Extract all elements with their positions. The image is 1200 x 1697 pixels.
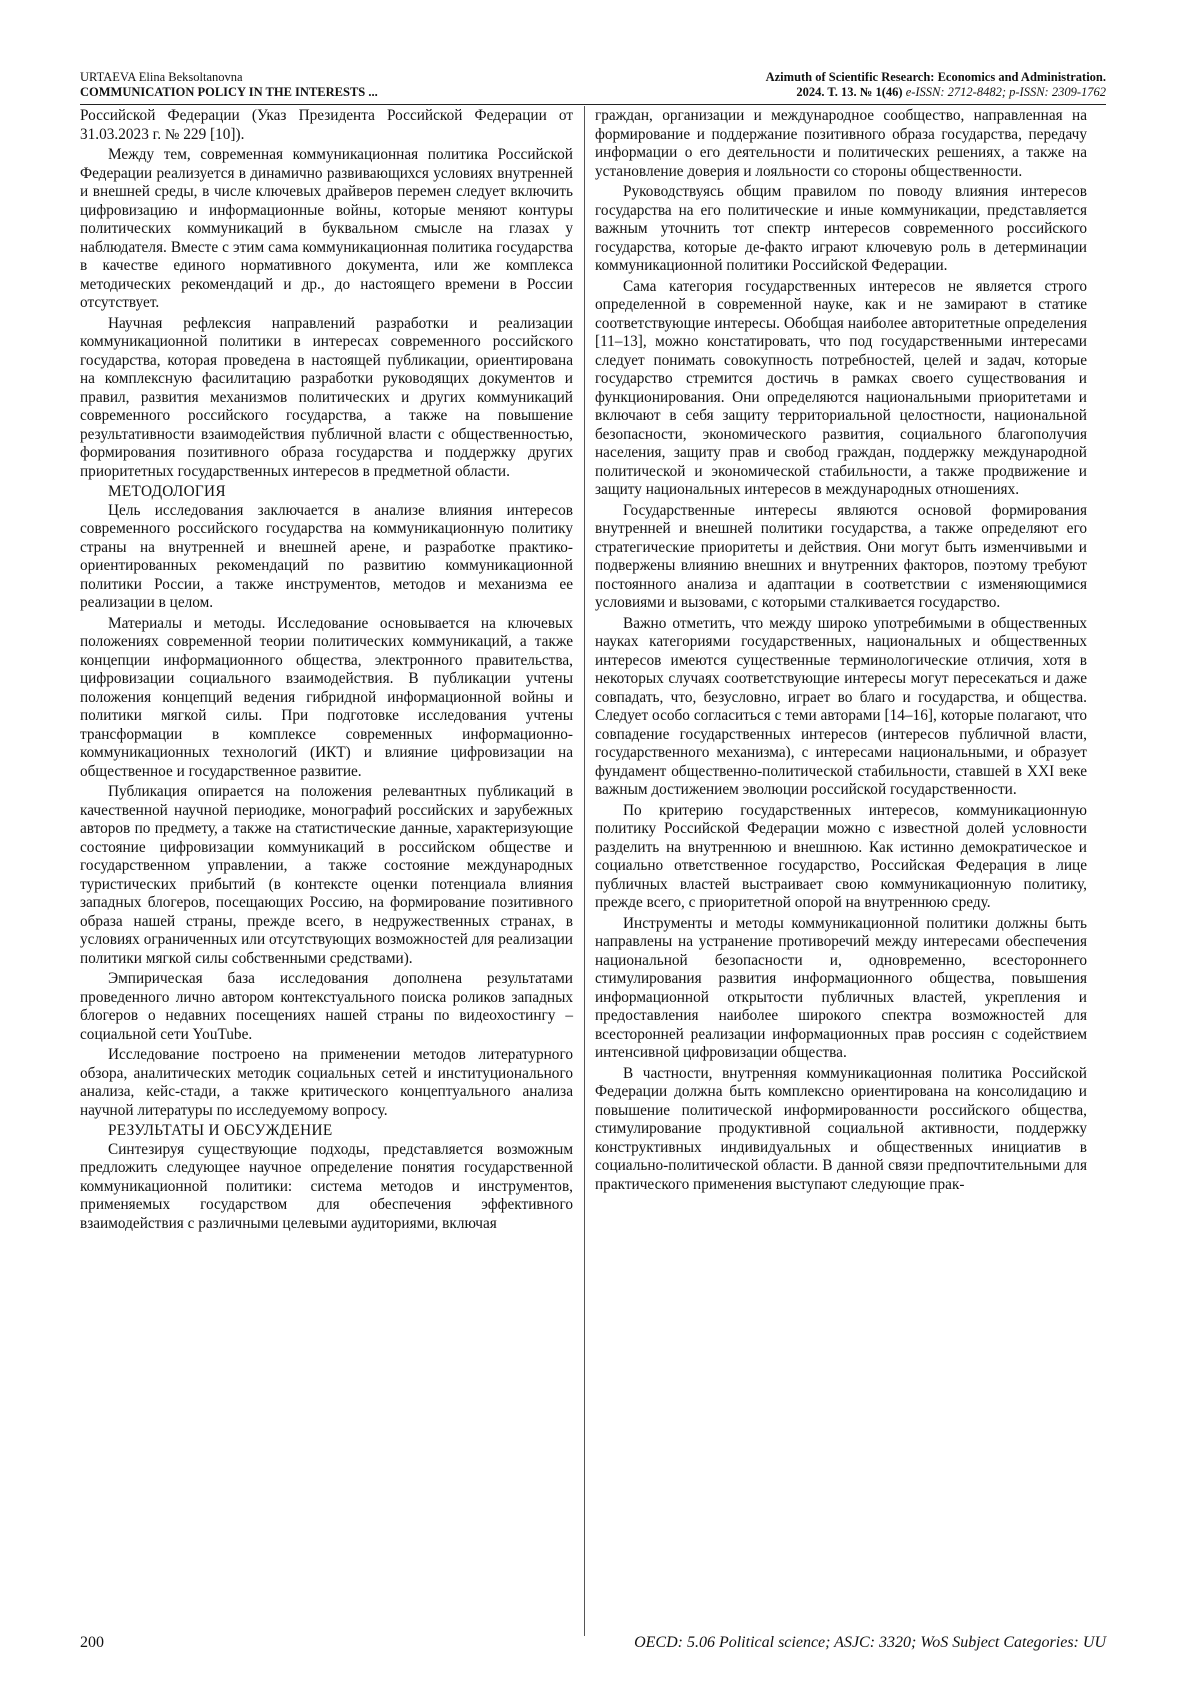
page-footer xyxy=(80,1634,1106,1656)
header-right xyxy=(766,70,1106,100)
paragraph: Публикация опирается на положения релевантных публикаций в качественной научной периодике, монографий российских и зарубежных авторов по предмету, а также на статистические данные, характеризующие состояние цифровизации коммуникаций в российском обществе и государственном управлении, а также состояние международных туристических прибытий (в контексте оценки потенциала влияния западных блогеров, посещающих Россию, на формирование позитивного образа нашей страны, прежде всего, в недружественных странах, в условиях ограниченных или отсутствующих возможностей для реализации политики мягкой силы собственными средствами). xyxy=(80,783,573,967)
paragraph: Эмпирическая база исследования дополнена результатами проведенного лично автором контекстуального поиска роликов западных блогеров о недавних посещениях нашей страны по видеохостингу – социальной сети YouTube. xyxy=(80,970,573,1043)
header-volume: 2024. T. 13. № 1(46) xyxy=(796,85,903,99)
header-author: URTAEVA Elina Beksoltanovna xyxy=(80,70,243,84)
section-heading-results: РЕЗУЛЬТАТЫ И ОБСУЖДЕНИЕ xyxy=(108,1122,333,1139)
paragraph: Цель исследования заключается в анализе влияния интересов современного российского государства на коммуникационную политику страны на внутренней и внешней арене, и разработке практико-ориентированных рекомендаций по развитию коммуникационной политики России, а также инструментов, методов и механизма ее реализации в целом. xyxy=(80,501,573,611)
header-left xyxy=(80,70,378,100)
paragraph: Важно отметить, что между широко употребимыми в общественных науках категориями государственных, национальных и общественных интересов имеются существенные терминологические отличия, хотя в некоторых случаях соответствующие интересы могут пересекаться и даже совпадать, что, безусловно, играет во благо и государства, и общества. Следует особо согласиться с теми авторами [14–16], которые полагают, что совпадение государственных интересов (интересов публичной власти, государственного механизма), с интересами национальными, и образует фундамент общественно-политической стабильности, ставшей в XXI веке важным достижением эволюции российской государственности. xyxy=(595,614,1087,798)
paragraph: Научная рефлексия направлений разработки и реализации коммуникационной политики в интересах современного российского государства, которая проведена в настоящей публикации, ориентирована на комплексную фасилитацию разработки руководящих документов и правил, развития механизмов политических и других коммуникаций современного российского государства, а также на повышение результативности взаимодействия публичной власти с общественностью, формирования позитивного образа государства и поддержку других приоритетных государственных интересов в предметной области. xyxy=(80,314,573,480)
paragraph: Российской Федерации (Указ Президента Российской Федерации от 31.03.2023 г. № 229 [10]). xyxy=(80,107,573,143)
left-column xyxy=(80,107,573,1235)
paragraph: Материалы и методы. Исследование основывается на ключевых положениях современной теории политических коммуникаций, а также концепции информационного общества, электронного правительства, цифровизации социального взаимодействия. В публикации учтены положения концепций ведения гибридной информационной войны и политики мягкой силы. При подготовке исследования учтены трансформации в комплексе современных информационно-коммуникационных технологий (ИКТ) и влияние цифровизации на общественное и государственное развитие. xyxy=(80,614,573,780)
page-number: 200 xyxy=(80,1634,104,1651)
header-volume-line xyxy=(766,85,1106,100)
paragraph: Инструменты и методы коммуникационной политики должны быть направлены на устранение противоречий между интересами обеспечения национальной безопасности и, одновременно, всестороннего стимулирования развития информационного общества, повышения информационной открытости публичных властей, укрепления и предоставления наиболее широкого спектра возможностей для всесторонней реализации информационных прав россиян с содействием интенсивной цифровизации общества. xyxy=(595,914,1087,1061)
header-issn: e-ISSN: 2712-8482; p-ISSN: 2309-1762 xyxy=(905,85,1106,99)
subject-classification: OECD: 5.06 Political science; ASJC: 3320; WoS Subject Categories: UU xyxy=(634,1634,1106,1651)
column-divider xyxy=(584,106,585,1636)
paragraph: Исследование построено на применении методов литературного обзора, аналитических методик социальных сетей и институционального анализа, кейс-стади, а также критического концептуального анализа научной литературы по исследуемому вопросу. xyxy=(80,1046,573,1119)
right-column xyxy=(595,107,1087,1196)
paragraph: Между тем, современная коммуникационная политика Российской Федерации реализуется в динамично развивающихся условиях внутренней и внешней среды, в числе ключевых драйверов перемен следует включить цифровизацию и информационные войны, которые меняют контуры политических коммуникаций в буквальном смысле на глазах у наблюдателя. Вместе с этим сама коммуникационная политика государства в качестве единого нормативного документа, или же комплекса методических рекомендаций и др., до настоящего времени в России отсутствует. xyxy=(80,146,573,311)
paragraph: Синтезируя существующие подходы, представляется возможным предложить следующее научное определение понятия государственной коммуникационной политики: система методов и инструментов, применяемых государством для обеспечения эффективного взаимодействия с различными целевыми аудиториями, включая xyxy=(80,1140,573,1232)
paragraph: По критерию государственных интересов, коммуникационную политику Российской Федерации можно с известной долей условности разделить на внутреннюю и внешнюю. Как истинно демократическое и социально ответственное государство, Российская Федерация в лице публичных властей выстраивает свою коммуникационную политику, прежде всего, с приоритетной опорой на внутреннюю среду. xyxy=(595,801,1087,911)
header-short-title: COMMUNICATION POLICY IN THE INTERESTS ... xyxy=(80,85,378,99)
paragraph: Государственные интересы являются основой формирования внутренней и внешней политики государства, а также определяют его стратегические приоритеты и действия. Они могут быть изменчивыми и подвержены влиянию внешних и внутренних факторов, поэтому требуют постоянного анализа и адаптации в соответствии с изменяющимися условиями и вызовами, с которыми сталкивается государство. xyxy=(595,501,1087,611)
paragraph: Сама категория государственных интересов не является строго определенной в современной науке, как и не замирают в статике соответствующие интересы. Обобщая наиболее авторитетные определения [11–13], можно констатировать, что под государственными интересами следует понимать совокупность потребностей, целей и задач, которые государство стремится достичь в рамках своего существования и функционирования. Они определяются национальными приоритетами и включают в себя защиту территориальной целостности, национальной безопасности, экономического развития, социального благополучия населения, защиту прав и свобод граждан, поддержку международной политической и экономической стабильности, а также продвижение и защиту национальных интересов в международных отношениях. xyxy=(595,277,1087,498)
section-heading-methods: МЕТОДОЛОГИЯ xyxy=(108,483,226,500)
header-divider xyxy=(80,104,1106,105)
paragraph: граждан, организации и международное сообщество, направленная на формирование и поддержание позитивного образа государства, передачу информации о его деятельности и политических решениях, а также на установление доверия и лояльности со стороны общественности. xyxy=(595,107,1087,180)
paragraph: В частности, внутренняя коммуникационная политика Российской Федерации должна быть комплексно ориентирована на консолидацию и повышение политической информированности российского общества, стимулирование продуктивной социальной активности, поддержку конструктивных индивидуальных и общественных инициатив в социально-политической области. В данной связи предпочтительными для практического применения выступают следующие прак- xyxy=(595,1064,1087,1193)
header-journal: Azimuth of Scientific Research: Economics and Administration. xyxy=(765,70,1106,84)
paragraph: Руководствуясь общим правилом по поводу влияния интересов государства на его политические и иные коммуникации, представляется важным уточнить тот спектр интересов современного российского государства, которые де-факто играют ключевую роль в детерминации коммуникационной политики Российской Федерации. xyxy=(595,183,1087,274)
page-header xyxy=(80,70,1106,106)
